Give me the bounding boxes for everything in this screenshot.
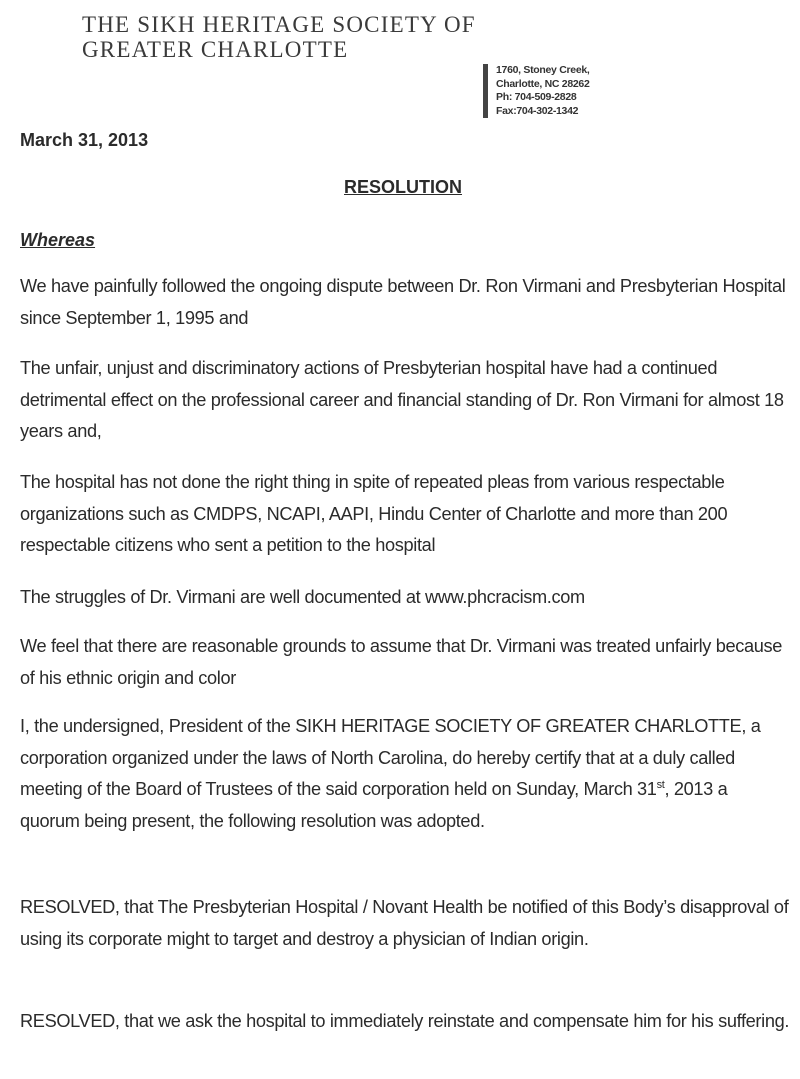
- whereas-heading: Whereas: [20, 230, 96, 250]
- address-street: 1760, Stoney Creek,: [496, 64, 590, 76]
- paragraph-unfair-actions: The unfair, unjust and discriminatory actions of Presbyterian hospital have had a continued detrimental effect on the professional career and financial standing of Dr. Ron Virmani for almost 18 years and,: [20, 358, 784, 441]
- document-title: RESOLUTION: [344, 177, 463, 197]
- address-fax: Fax:704-302-1342: [496, 104, 579, 117]
- ordinal-suffix: st: [656, 778, 665, 791]
- paragraph-documented: The struggles of Dr. Virmani are well documented at www.phcracism.com: [20, 587, 585, 607]
- address-city: Charlotte, NC 28262: [496, 77, 590, 90]
- paragraph-resolved-notify: RESOLVED, that The Presbyterian Hospital / Novant Health be notified of this Body’s disapproval of using its corporate might to target and destroy a physician of Indian origin.: [20, 897, 789, 949]
- certification-text-end: , 2013 a quorum being present, the following resolution was adopted.: [20, 779, 728, 831]
- letterhead-line-1: THE SIKH HERITAGE SOCIETY OF: [82, 12, 476, 37]
- paragraph-reasonable-grounds: We feel that there are reasonable grounds to assume that Dr. Virmani was treated unfairly because of his ethnic origin and color: [20, 636, 783, 688]
- paragraph-certification: [20, 711, 790, 837]
- document-date: March 31, 2013: [20, 130, 149, 150]
- paragraph-dispute: We have painfully followed the ongoing dispute between Dr. Ron Virmani and Presbyterian Hospital since September 1, 1995 and: [20, 276, 786, 328]
- address-phone: Ph: 704-509-2828: [496, 91, 577, 103]
- paragraph-resolved-reinstate: RESOLVED, that we ask the hospital to immediately reinstate and compensate him for his suffering.: [20, 1011, 790, 1031]
- address-block: [483, 64, 590, 118]
- certification-text: I, the undersigned, President of the SIKH HERITAGE SOCIETY OF GREATER CHARLOTTE, a corporation organized under the laws of North Carolina, do hereby certify that at a duly called meeting of the Board of Trustees of the said corporation held on Sunday, March 31: [20, 716, 761, 799]
- letterhead: [82, 12, 476, 62]
- letterhead-line-2: GREATER CHARLOTTE: [82, 37, 349, 62]
- paragraph-repeated-pleas: The hospital has not done the right thing in spite of repeated pleas from various respectable organizations such as CMDPS, NCAPI, AAPI, Hindu Center of Charlotte and more than 200 respectable citizens who sent a petition to the hospital: [20, 472, 728, 555]
